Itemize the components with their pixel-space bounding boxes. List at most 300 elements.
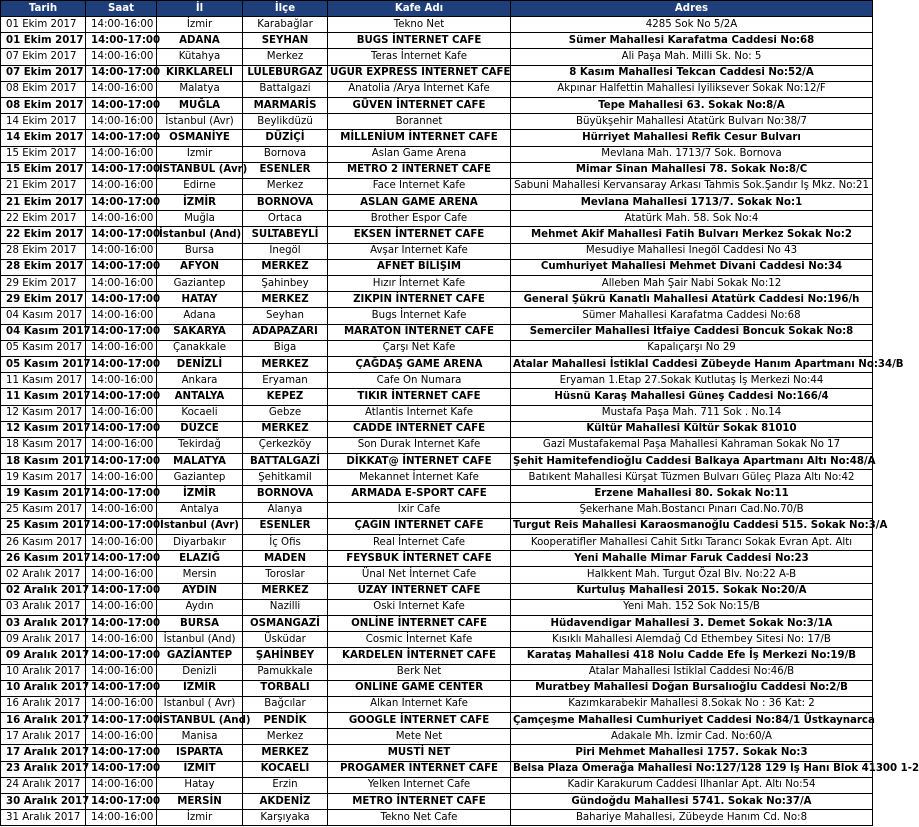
cell-date: 07 Ekim 2017 bbox=[1, 65, 86, 81]
cell-address: Gündoğdu Mahallesi 5741. Sokak No:37/A bbox=[511, 794, 873, 810]
cell-cafe-name: MUSTİ NET bbox=[328, 745, 511, 761]
cell-cafe-name: PROGAMER İNTERNET CAFE bbox=[328, 761, 511, 777]
cell-city: Diyarbakır bbox=[157, 535, 243, 551]
table-row bbox=[1, 421, 873, 437]
cell-district: MERKEZ bbox=[243, 259, 328, 275]
cell-district: BORNOVA bbox=[243, 195, 328, 211]
table-row bbox=[1, 259, 873, 275]
cell-district: Seyhan bbox=[243, 308, 328, 324]
cell-district: MERKEZ bbox=[243, 745, 328, 761]
cell-city: ELAZIĞ bbox=[157, 551, 243, 567]
cell-date: 09 Aralık 2017 bbox=[1, 648, 86, 664]
cell-date: 02 Aralık 2017 bbox=[1, 567, 86, 583]
cell-city: Aydın bbox=[157, 599, 243, 615]
cell-city: KIRKLARELİ bbox=[157, 65, 243, 81]
cell-district: İnegöl bbox=[243, 243, 328, 259]
cell-time: 14:00-17:00 bbox=[86, 65, 157, 81]
cell-district: Beylikdüzü bbox=[243, 114, 328, 130]
cell-time: 14:00-17:00 bbox=[86, 195, 157, 211]
cell-city: Malatya bbox=[157, 81, 243, 97]
cell-address: Çamçeşme Mahallesi Cumhuriyet Caddesi No:84/1 Üstkaynarca bbox=[511, 713, 873, 729]
table-row bbox=[1, 389, 873, 405]
cell-time: 14:00-16:00 bbox=[86, 599, 157, 615]
cell-address: Karataş Mahallesi 418 Nolu Cadde Efe İş Merkezi No:19/B bbox=[511, 648, 873, 664]
cell-address: Kısıklı Mahallesi Alemdağ Cd Ethembey Sitesi No: 17/B bbox=[511, 632, 873, 648]
cell-time: 14:00-16:00 bbox=[86, 340, 157, 356]
cell-time: 14:00-17:00 bbox=[86, 648, 157, 664]
cell-district: Eryaman bbox=[243, 373, 328, 389]
cell-city: İstanbul (Avr) bbox=[157, 114, 243, 130]
cell-date: 10 Aralık 2017 bbox=[1, 680, 86, 696]
cell-cafe-name: Mete Net bbox=[328, 729, 511, 745]
cell-district: Battalgazi bbox=[243, 81, 328, 97]
cell-cafe-name: İxir Cafe bbox=[328, 502, 511, 518]
cell-city: İstanbul (And) bbox=[157, 227, 243, 243]
cell-time: 14:00-17:00 bbox=[86, 761, 157, 777]
cell-district: Karşıyaka bbox=[243, 810, 328, 826]
cell-cafe-name: FEYSBUK İNTERNET CAFE bbox=[328, 551, 511, 567]
table-row bbox=[1, 146, 873, 162]
cell-district: BATTALGAZİ bbox=[243, 454, 328, 470]
cell-district: KOCAELİ bbox=[243, 761, 328, 777]
cell-district: Merkez bbox=[243, 178, 328, 194]
cell-time: 14:00-17:00 bbox=[86, 486, 157, 502]
table-row bbox=[1, 486, 873, 502]
cell-cafe-name: DİKKAT@ İNTERNET CAFE bbox=[328, 454, 511, 470]
cell-date: 26 Kasım 2017 bbox=[1, 551, 86, 567]
cell-city: DÜZCE bbox=[157, 421, 243, 437]
cell-address: Erzene Mahallesi 80. Sokak No:11 bbox=[511, 486, 873, 502]
cell-cafe-name: Real İnternet Cafe bbox=[328, 535, 511, 551]
cell-time: 14:00-16:00 bbox=[86, 777, 157, 793]
cell-date: 10 Aralık 2017 bbox=[1, 664, 86, 680]
table-row bbox=[1, 114, 873, 130]
cell-date: 04 Kasım 2017 bbox=[1, 324, 86, 340]
table-row bbox=[1, 292, 873, 308]
cell-address: Batıkent Mahallesi Kürşat Tüzmen Bulvarı Güleç Plaza Altı No:42 bbox=[511, 470, 873, 486]
table-row bbox=[1, 178, 873, 194]
cell-address: Bahariye Mahallesi, Zübeyde Hanım Cd. No:8 bbox=[511, 810, 873, 826]
cell-city: OSMANİYE bbox=[157, 130, 243, 146]
cell-time: 14:00-16:00 bbox=[86, 178, 157, 194]
cell-cafe-name: ZIKPIN İNTERNET CAFE bbox=[328, 292, 511, 308]
cell-district: MERKEZ bbox=[243, 356, 328, 372]
cell-time: 14:00-16:00 bbox=[86, 437, 157, 453]
cell-cafe-name: Çarşı Net Kafe bbox=[328, 340, 511, 356]
cell-address: 8 Kasım Mahallesi Tekcan Caddesi No:52/A bbox=[511, 65, 873, 81]
cell-time: 14:00-16:00 bbox=[86, 535, 157, 551]
table-row bbox=[1, 745, 873, 761]
cell-cafe-name: METRO 2 İNTERNET CAFE bbox=[328, 162, 511, 178]
cell-date: 25 Kasım 2017 bbox=[1, 518, 86, 534]
table-row bbox=[1, 632, 873, 648]
cell-district: İç Ofis bbox=[243, 535, 328, 551]
table-row bbox=[1, 356, 873, 372]
cell-city: Adana bbox=[157, 308, 243, 324]
table-body bbox=[1, 17, 919, 826]
cell-date: 14 Ekim 2017 bbox=[1, 114, 86, 130]
cell-address: Yeni Mah. 152 Sok No:15/B bbox=[511, 599, 873, 615]
cell-time: 14:00-16:00 bbox=[86, 114, 157, 130]
cell-address: Mimar Sinan Mahallesi 78. Sokak No:8/C bbox=[511, 162, 873, 178]
cell-address: Mevlana Mahallesi 1713/7. Sokak No:1 bbox=[511, 195, 873, 211]
cell-district: PENDİK bbox=[243, 713, 328, 729]
cell-cafe-name: Teras İnternet Kafe bbox=[328, 49, 511, 65]
cell-time: 14:00-17:00 bbox=[86, 130, 157, 146]
table-row bbox=[1, 454, 873, 470]
table-row bbox=[1, 97, 873, 113]
cell-city: GAZİANTEP bbox=[157, 648, 243, 664]
cell-district: SULTABEYLİ bbox=[243, 227, 328, 243]
cell-date: 03 Aralık 2017 bbox=[1, 615, 86, 631]
cell-date: 15 Ekim 2017 bbox=[1, 146, 86, 162]
cell-time: 14:00-17:00 bbox=[86, 454, 157, 470]
cell-city: Mersin bbox=[157, 567, 243, 583]
cell-city: Edirne bbox=[157, 178, 243, 194]
cell-date: 24 Aralık 2017 bbox=[1, 777, 86, 793]
cell-date: 16 Aralık 2017 bbox=[1, 713, 86, 729]
cell-district: ESENLER bbox=[243, 518, 328, 534]
cell-cafe-name: Face İnternet Kafe bbox=[328, 178, 511, 194]
cell-city: BURSA bbox=[157, 615, 243, 631]
cell-cafe-name: GÜVEN İNTERNET CAFE bbox=[328, 97, 511, 113]
cell-city: Muğla bbox=[157, 211, 243, 227]
table-row bbox=[1, 696, 873, 712]
cell-cafe-name: Mekannet İnternet Kafe bbox=[328, 470, 511, 486]
cell-address: Büyükşehir Mahallesi Atatürk Bulvarı No:38/7 bbox=[511, 114, 873, 130]
cell-district: Karabağlar bbox=[243, 17, 328, 33]
cell-address: Hüsnü Karaş Mahallesi Güneş Caddesi No:166/4 bbox=[511, 389, 873, 405]
cell-city: İZMİR bbox=[157, 680, 243, 696]
cell-district: LÜLEBURGAZ bbox=[243, 65, 328, 81]
cell-time: 14:00-17:00 bbox=[86, 356, 157, 372]
table-row bbox=[1, 195, 873, 211]
cell-date: 19 Kasım 2017 bbox=[1, 470, 86, 486]
cell-time: 14:00-17:00 bbox=[86, 583, 157, 599]
cell-date: 07 Ekim 2017 bbox=[1, 49, 86, 65]
cell-date: 29 Ekim 2017 bbox=[1, 292, 86, 308]
table-row bbox=[1, 308, 873, 324]
cell-time: 14:00-16:00 bbox=[86, 146, 157, 162]
table-row bbox=[1, 33, 873, 49]
cell-district: BORNOVA bbox=[243, 486, 328, 502]
cell-district: Merkez bbox=[243, 49, 328, 65]
table-row bbox=[1, 81, 873, 97]
cell-cafe-name: Son Durak İnternet Kafe bbox=[328, 437, 511, 453]
cell-address: Hürriyet Mahallesi Refik Cesur Bulvarı bbox=[511, 130, 873, 146]
table-row bbox=[1, 437, 873, 453]
cell-district: Bağcılar bbox=[243, 696, 328, 712]
cell-address: Halkkent Mah. Turgut Özal Blv. No:22 A-B bbox=[511, 567, 873, 583]
cell-city: Hatay bbox=[157, 777, 243, 793]
cell-cafe-name: CADDE İNTERNET CAFE bbox=[328, 421, 511, 437]
cell-district: Gebze bbox=[243, 405, 328, 421]
cell-city: İZMİT bbox=[157, 761, 243, 777]
cell-date: 08 Ekim 2017 bbox=[1, 81, 86, 97]
table-row bbox=[1, 615, 873, 631]
table-row bbox=[1, 664, 873, 680]
cell-address: Gazi Mustafakemal Paşa Mahallesi Kahraman Sokak No 17 bbox=[511, 437, 873, 453]
cell-cafe-name: UĞUR EXPRESS İNTERNET CAFE bbox=[328, 65, 511, 81]
table-row bbox=[1, 276, 873, 292]
table-row bbox=[1, 535, 873, 551]
cell-city: ANTALYA bbox=[157, 389, 243, 405]
cell-address: Mesudiye Mahallesi İnegöl Caddesi No 43 bbox=[511, 243, 873, 259]
cell-time: 14:00-17:00 bbox=[86, 713, 157, 729]
table-row bbox=[1, 648, 873, 664]
header-row bbox=[1, 1, 873, 17]
cell-cafe-name: Alkan İnternet Kafe bbox=[328, 696, 511, 712]
table-row bbox=[1, 470, 873, 486]
cell-city: Kocaeli bbox=[157, 405, 243, 421]
cell-date: 17 Aralık 2017 bbox=[1, 745, 86, 761]
cell-district: MERKEZ bbox=[243, 292, 328, 308]
cell-address: Eryaman 1.Etap 27.Sokak Kutlutaş İş Merkezi No:44 bbox=[511, 373, 873, 389]
cell-city: Tekirdağ bbox=[157, 437, 243, 453]
table-row bbox=[1, 227, 873, 243]
cell-address: 4285 Sok No 5/2A bbox=[511, 17, 873, 33]
cell-cafe-name: Cosmic İnternet Kafe bbox=[328, 632, 511, 648]
cell-time: 14:00-17:00 bbox=[86, 680, 157, 696]
cell-date: 09 Aralık 2017 bbox=[1, 632, 86, 648]
header-city: İl bbox=[157, 1, 243, 17]
cell-address: Ali Paşa Mah. Milli Sk. No: 5 bbox=[511, 49, 873, 65]
cell-address: Piri Mehmet Mahallesi 1757. Sokak No:3 bbox=[511, 745, 873, 761]
cell-district: Biga bbox=[243, 340, 328, 356]
cell-time: 14:00-17:00 bbox=[86, 97, 157, 113]
cell-date: 04 Kasım 2017 bbox=[1, 308, 86, 324]
cell-date: 05 Kasım 2017 bbox=[1, 340, 86, 356]
cell-city: Bursa bbox=[157, 243, 243, 259]
cell-cafe-name: TIKIR İNTERNET CAFE bbox=[328, 389, 511, 405]
cell-district: MADEN bbox=[243, 551, 328, 567]
cell-time: 14:00-16:00 bbox=[86, 276, 157, 292]
cell-time: 14:00-17:00 bbox=[86, 551, 157, 567]
cell-cafe-name: ÇAĞDAŞ GAME ARENA bbox=[328, 356, 511, 372]
table-row bbox=[1, 65, 873, 81]
cell-cafe-name: ONLİNE İNTERNET CAFE bbox=[328, 615, 511, 631]
cell-time: 14:00-16:00 bbox=[86, 696, 157, 712]
cell-date: 18 Kasım 2017 bbox=[1, 437, 86, 453]
cell-city: İSTANBUL (And) bbox=[157, 713, 243, 729]
cell-date: 29 Ekim 2017 bbox=[1, 276, 86, 292]
cell-address: Kapalıçarşı No 29 bbox=[511, 340, 873, 356]
cell-time: 14:00-16:00 bbox=[86, 17, 157, 33]
cell-time: 14:00-16:00 bbox=[86, 211, 157, 227]
cell-address: Belsa Plaza Ömerağa Mahallesi No:127/128 129 İş Hanı Blok 41300 1-2 bbox=[511, 761, 873, 777]
cell-district: Şahinbey bbox=[243, 276, 328, 292]
cell-time: 14:00-16:00 bbox=[86, 567, 157, 583]
cell-date: 22 Ekim 2017 bbox=[1, 211, 86, 227]
cell-address: Şekerhane Mah.Bostancı Pınarı Cad.No.70/B bbox=[511, 502, 873, 518]
cell-cafe-name: Atlantis İnternet Kafe bbox=[328, 405, 511, 421]
table-row bbox=[1, 502, 873, 518]
cell-date: 17 Aralık 2017 bbox=[1, 729, 86, 745]
cell-cafe-name: Berk Net bbox=[328, 664, 511, 680]
cell-date: 26 Kasım 2017 bbox=[1, 535, 86, 551]
cell-city: İstanbul (And) bbox=[157, 632, 243, 648]
cell-address: Mehmet Akif Mahallesi Fatih Bulvarı Merkez Sokak No:2 bbox=[511, 227, 873, 243]
cell-time: 14:00-17:00 bbox=[86, 794, 157, 810]
cell-district: Erzin bbox=[243, 777, 328, 793]
table-row bbox=[1, 599, 873, 615]
table-row bbox=[1, 680, 873, 696]
cell-address: Cumhuriyet Mahallesi Mehmet Divani Caddesi No:34 bbox=[511, 259, 873, 275]
cell-address: Şehit Hamitefendioğlu Caddesi Balkaya Apartmanı Altı No:48/A bbox=[511, 454, 873, 470]
cell-cafe-name: MARATON İNTERNET CAFE bbox=[328, 324, 511, 340]
cell-district: KEPEZ bbox=[243, 389, 328, 405]
cell-address: Alleben Mah Şair Nabi Sokak No:12 bbox=[511, 276, 873, 292]
cell-city: İzmir bbox=[157, 810, 243, 826]
cell-time: 14:00-17:00 bbox=[86, 615, 157, 631]
cell-address: Hüdavendigar Mahallesi 3. Demet Sokak No:3/1A bbox=[511, 615, 873, 631]
cell-district: ADAPAZARI bbox=[243, 324, 328, 340]
table-row bbox=[1, 810, 873, 826]
cell-district: SEYHAN bbox=[243, 33, 328, 49]
cell-address: Atalar Mahallesi İstiklal Caddesi Zübeyde Hanım Apartmanı No:34/B bbox=[511, 356, 873, 372]
cell-city: Çanakkale bbox=[157, 340, 243, 356]
cell-address: Tepe Mahallesi 63. Sokak No:8/A bbox=[511, 97, 873, 113]
table-row bbox=[1, 211, 873, 227]
cell-cafe-name: ÇAĞIN İNTERNET CAFE bbox=[328, 518, 511, 534]
table-row bbox=[1, 405, 873, 421]
cell-city: AFYON bbox=[157, 259, 243, 275]
cell-cafe-name: ASLAN GAME ARENA bbox=[328, 195, 511, 211]
table-row bbox=[1, 794, 873, 810]
cell-district: DÜZİÇİ bbox=[243, 130, 328, 146]
table-row bbox=[1, 243, 873, 259]
cell-city: MUĞLA bbox=[157, 97, 243, 113]
cell-city: İzmir bbox=[157, 17, 243, 33]
cell-address: General Şükrü Kanatlı Mahallesi Atatürk Caddesi No:196/h bbox=[511, 292, 873, 308]
cell-district: OSMANGAZİ bbox=[243, 615, 328, 631]
cell-address: Kültür Mahallesi Kültür Sokak 81010 bbox=[511, 421, 873, 437]
table-row bbox=[1, 729, 873, 745]
cell-date: 01 Ekim 2017 bbox=[1, 17, 86, 33]
table-row bbox=[1, 324, 873, 340]
cell-cafe-name: Ünal Net İnternet Cafe bbox=[328, 567, 511, 583]
cell-date: 12 Kasım 2017 bbox=[1, 405, 86, 421]
cell-time: 14:00-17:00 bbox=[86, 162, 157, 178]
cell-date: 31 Aralık 2017 bbox=[1, 810, 86, 826]
cell-time: 14:00-16:00 bbox=[86, 49, 157, 65]
cell-district: ESENLER bbox=[243, 162, 328, 178]
cell-address: Mevlana Mah. 1713/7 Sok. Bornova bbox=[511, 146, 873, 162]
cell-address: Muratbey Mahallesi Doğan Bursalıoğlu Caddesi No:2/B bbox=[511, 680, 873, 696]
cell-district: Üsküdar bbox=[243, 632, 328, 648]
cell-city: Kütahya bbox=[157, 49, 243, 65]
cell-time: 14:00-16:00 bbox=[86, 502, 157, 518]
cell-date: 01 Ekim 2017 bbox=[1, 33, 86, 49]
cell-time: 14:00-16:00 bbox=[86, 81, 157, 97]
cell-date: 19 Kasım 2017 bbox=[1, 486, 86, 502]
cell-address: Semerciler Mahallesi İtfaiye Caddesi Boncuk Sokak No:8 bbox=[511, 324, 873, 340]
cell-date: 05 Kasım 2017 bbox=[1, 356, 86, 372]
table-row bbox=[1, 567, 873, 583]
table-row bbox=[1, 49, 873, 65]
cell-city: Antalya bbox=[157, 502, 243, 518]
cell-district: Merkez bbox=[243, 729, 328, 745]
cell-city: Gaziantep bbox=[157, 276, 243, 292]
cell-city: İstanbul ( Avr) bbox=[157, 696, 243, 712]
cell-district: Bornova bbox=[243, 146, 328, 162]
cell-address: Adakale Mh. İzmir Cad. No:60/A bbox=[511, 729, 873, 745]
cell-city: DENİZLİ bbox=[157, 356, 243, 372]
cell-address: Atalar Mahallesi İstiklal Caddesi No:46/B bbox=[511, 664, 873, 680]
cell-city: İzmir bbox=[157, 146, 243, 162]
cell-district: MERKEZ bbox=[243, 421, 328, 437]
cell-date: 21 Ekim 2017 bbox=[1, 178, 86, 194]
header-address: Adres bbox=[511, 1, 873, 17]
cell-cafe-name: BUGS İNTERNET CAFE bbox=[328, 33, 511, 49]
cell-date: 15 Ekim 2017 bbox=[1, 162, 86, 178]
cell-time: 14:00-16:00 bbox=[86, 632, 157, 648]
cell-address: Turgut Reis Mahallesi Karaosmanoğlu Caddesi 515. Sokak No:3/A bbox=[511, 518, 873, 534]
cell-time: 14:00-17:00 bbox=[86, 324, 157, 340]
table-row bbox=[1, 713, 873, 729]
cell-district: Çerkezköy bbox=[243, 437, 328, 453]
cell-date: 23 Aralık 2017 bbox=[1, 761, 86, 777]
header-district: İlçe bbox=[243, 1, 328, 17]
cell-cafe-name: Brother Espor Cafe bbox=[328, 211, 511, 227]
cell-city: Manisa bbox=[157, 729, 243, 745]
header-date: Tarih bbox=[1, 1, 86, 17]
table-row bbox=[1, 373, 873, 389]
cell-city: MALATYA bbox=[157, 454, 243, 470]
cell-city: ISPARTA bbox=[157, 745, 243, 761]
cell-address: Sabuni Mahallesi Kervansaray Arkası Tahmis Sok.Şandır İş Mkz. No:21 bbox=[511, 178, 873, 194]
cell-district: ŞAHİNBEY bbox=[243, 648, 328, 664]
cell-district: Alanya bbox=[243, 502, 328, 518]
cell-time: 14:00-17:00 bbox=[86, 745, 157, 761]
table-header bbox=[1, 1, 873, 17]
cell-city: Ankara bbox=[157, 373, 243, 389]
cell-cafe-name: Tekno Net Cafe bbox=[328, 810, 511, 826]
cell-date: 02 Aralık 2017 bbox=[1, 583, 86, 599]
cell-time: 14:00-17:00 bbox=[86, 421, 157, 437]
cell-city: İZMİR bbox=[157, 195, 243, 211]
cell-time: 14:00-16:00 bbox=[86, 405, 157, 421]
cell-address: Atatürk Mah. 58. Sok No:4 bbox=[511, 211, 873, 227]
cell-time: 14:00-16:00 bbox=[86, 810, 157, 826]
cell-district: AKDENİZ bbox=[243, 794, 328, 810]
cell-district: Nazilli bbox=[243, 599, 328, 615]
table-row bbox=[1, 761, 873, 777]
cell-cafe-name: Cafe On Numara bbox=[328, 373, 511, 389]
cell-cafe-name: Oski İnternet Kafe bbox=[328, 599, 511, 615]
cell-city: İstanbul (Avr) bbox=[157, 518, 243, 534]
cell-cafe-name: Yelken İnternet Cafe bbox=[328, 777, 511, 793]
cell-date: 21 Ekim 2017 bbox=[1, 195, 86, 211]
cell-cafe-name: ONLİNE GAME CENTER bbox=[328, 680, 511, 696]
table-row bbox=[1, 518, 873, 534]
cell-city: Denizli bbox=[157, 664, 243, 680]
cell-date: 30 Aralık 2017 bbox=[1, 794, 86, 810]
cell-date: 18 Kasım 2017 bbox=[1, 454, 86, 470]
cell-city: İZMİR bbox=[157, 486, 243, 502]
cell-cafe-name: Avşar İnternet Kafe bbox=[328, 243, 511, 259]
cell-cafe-name: Tekno Net bbox=[328, 17, 511, 33]
cell-district: Pamukkale bbox=[243, 664, 328, 680]
cell-time: 14:00-17:00 bbox=[86, 227, 157, 243]
cell-cafe-name: ARMADA E-SPORT CAFE bbox=[328, 486, 511, 502]
cell-cafe-name: Bugs İnternet Kafe bbox=[328, 308, 511, 324]
cell-cafe-name: Hızır İnternet Kafe bbox=[328, 276, 511, 292]
cell-date: 03 Aralık 2017 bbox=[1, 599, 86, 615]
cell-date: 12 Kasım 2017 bbox=[1, 421, 86, 437]
cell-district: MERKEZ bbox=[243, 583, 328, 599]
table-row bbox=[1, 17, 873, 33]
